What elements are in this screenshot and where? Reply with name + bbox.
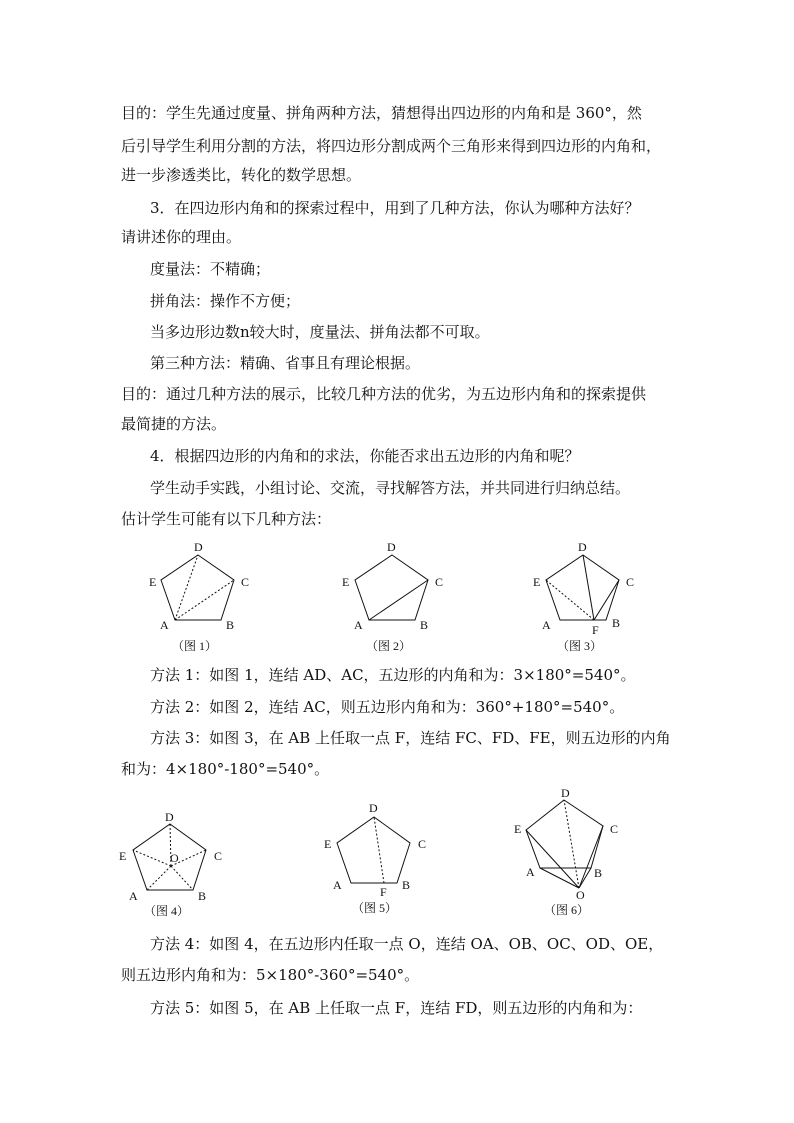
fig6-label-e: E <box>514 822 522 836</box>
purpose-line-3: 进一步渗透类比，转化的数学思想。 <box>121 166 362 184</box>
question-4: 4．根据四边形的内角和的求法，你能否求出五边形的内角和呢？ <box>150 447 580 465</box>
formula-method-3-line-1: 方法 3：如图 3，在 AB 上任取一点 F，连结 FC、FD、FE，则五边形的内角 <box>150 729 671 747</box>
fig1-label-b: B <box>226 618 235 632</box>
formula-method-1: 方法 1：如图 1，连结 AD、AC，五边形的内角和为：3×180°=540°。 <box>150 666 636 684</box>
fig4-label-d: D <box>165 810 174 824</box>
fig6-caption: （图 6） <box>544 903 590 917</box>
figure-6 <box>526 800 603 888</box>
fig1-label-e: E <box>149 575 157 589</box>
fig1-caption: （图 1） <box>172 639 218 653</box>
fig6-label-o: O <box>576 888 585 902</box>
purpose-line-2: 后引导学生利用分割的方法，将四边形分割成两个三角形来得到四边形的内角和， <box>121 137 662 155</box>
method-piece: 拼角法：操作不方便； <box>150 292 301 310</box>
fig2-label-a: A <box>354 618 363 632</box>
fig3-label-a: A <box>542 618 551 632</box>
fig3-label-c: C <box>626 575 635 589</box>
formula-method-5: 方法 5：如图 5，在 AB 上任取一点 F，连结 FD，则五边形的内角和为： <box>150 999 643 1017</box>
fig3-caption: （图 3） <box>557 639 603 653</box>
fig5-label-d: D <box>369 801 378 815</box>
fig2-caption: （图 2） <box>366 639 412 653</box>
fig5-label-b: B <box>402 878 411 892</box>
fig6-label-c: C <box>610 822 619 836</box>
fig2-label-b: B <box>420 618 429 632</box>
fig3-label-e: E <box>533 575 541 589</box>
fig4-label-o: O <box>170 851 179 865</box>
method-measure: 度量法：不精确； <box>150 260 271 278</box>
formula-method-3-line-2: 和为：4×180°-180°=540°。 <box>121 760 330 778</box>
fig3-label-d: D <box>578 540 587 554</box>
fig6-label-d: D <box>561 786 570 800</box>
practice-line-2: 估计学生可能有以下几种方法： <box>121 510 332 528</box>
fig4-label-a: A <box>129 889 138 903</box>
fig5-label-e: E <box>324 837 332 851</box>
fig3-label-f: F <box>592 623 599 637</box>
question-3-line-2: 请讲述你的理由。 <box>121 228 242 246</box>
question-3-line-1: 3．在四边形内角和的探索过程中，用到了几种方法，你认为哪种方法好？ <box>150 199 640 217</box>
practice-line-1: 学生动手实践，小组讨论、交流，寻找解答方法，并共同进行归纳总结。 <box>150 479 631 497</box>
formula-method-2: 方法 2：如图 2，连结 AC，则五边形内角和为：360°+180°=540°。 <box>150 698 625 716</box>
fig5-label-c: C <box>418 837 427 851</box>
fig4-label-e: E <box>119 849 127 863</box>
fig1-label-c: C <box>241 575 250 589</box>
fig5-label-f: F <box>380 885 387 899</box>
formula-method-4-line-1: 方法 4：如图 4，在五边形内任取一点 O，连结 OA、OB、OC、OD、OE， <box>150 935 664 953</box>
fig4-label-c: C <box>214 849 223 863</box>
method-condition: 当多边形边数n较大时，度量法、拼角法都不可取。 <box>150 323 490 341</box>
fig3-label-b: B <box>612 616 621 630</box>
method-third: 第三种方法：精确、省事且有理论根据。 <box>150 354 421 372</box>
fig1-label-d: D <box>194 540 203 554</box>
figure-2 <box>355 555 428 620</box>
purpose-2-line-1: 目的：通过几种方法的展示，比较几种方法的优劣，为五边形内角和的探索提供 <box>121 385 647 403</box>
figure-3 <box>546 555 619 620</box>
fig1-label-a: A <box>160 618 169 632</box>
fig2-label-e: E <box>342 575 350 589</box>
fig2-label-c: C <box>435 575 444 589</box>
purpose-line-1: 目的：学生先通过度量、拼角两种方法，猜想得出四边形的内角和是 360°，然 <box>121 104 642 122</box>
figure-5 <box>337 817 410 883</box>
fig5-label-a: A <box>333 878 342 892</box>
figure-1 <box>161 555 234 620</box>
purpose-2-line-2: 最简捷的方法。 <box>121 415 227 433</box>
fig5-caption: （图 5） <box>352 901 398 915</box>
fig6-label-a: A <box>526 865 535 879</box>
fig6-label-b: B <box>594 866 603 880</box>
fig4-label-b: B <box>198 889 207 903</box>
fig4-caption: （图 4） <box>144 904 190 918</box>
fig2-label-d: D <box>387 540 396 554</box>
formula-method-4-line-2: 则五边形内角和为：5×180°-360°=540°。 <box>121 966 420 984</box>
